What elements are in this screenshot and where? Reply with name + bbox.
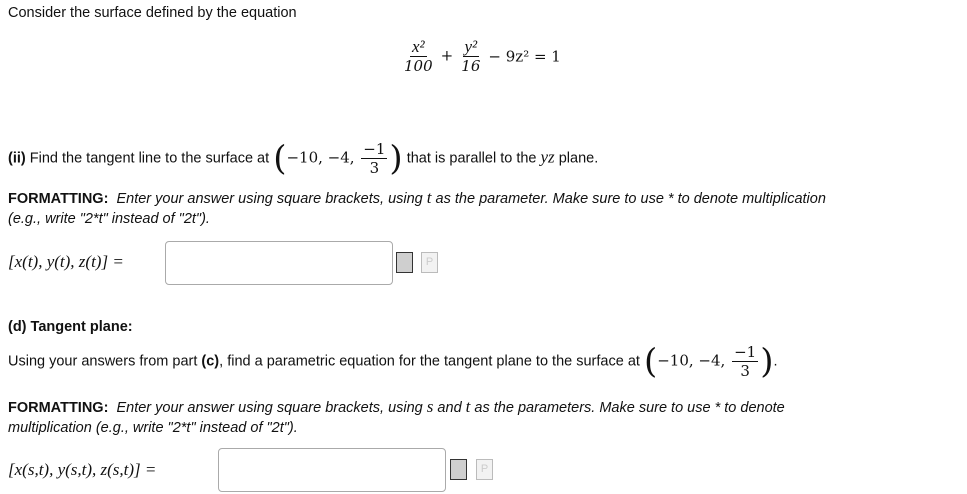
fmt-text-b: as the parameter. Make sure to use * to denote multiplication [431, 191, 826, 207]
formatting-label-2: FORMATTING: [8, 400, 109, 416]
part-d-heading: (d) Tangent plane: [8, 319, 133, 335]
point-coords: −10, −4, [286, 148, 360, 167]
formatting-label: FORMATTING: [8, 191, 109, 207]
tangent-line-input[interactable] [165, 241, 393, 285]
fmt2-var2: t [465, 397, 471, 416]
part-ii-text3: plane. [554, 150, 599, 167]
answer2-label: [x(s,t), y(s,t), z(s,t)] = [8, 460, 157, 479]
formatting-note-2 [8, 397, 785, 417]
eq-plus: + [440, 46, 454, 65]
formatting-note-1 [8, 188, 826, 208]
eq-den-1: 100 [404, 57, 433, 75]
fmt2-text-b: as the parameters. Make sure to use * to denote [470, 400, 785, 416]
part-ii-text: Find the tangent line to the surface at [25, 150, 274, 167]
eq-rest: − 9z² = 1 [488, 47, 561, 66]
part-ii-prompt: (ii) Find the tangent line to the surface at (−10, −4, $\frac{-1}{3}$ ) that is parallel to the yz plane. [8, 138, 599, 179]
eq-num-1: x² [411, 37, 425, 56]
period: . [773, 353, 778, 370]
fmt-var: t [426, 188, 432, 207]
part-ii-label: (ii) [8, 150, 26, 167]
fmt2-var1: s [426, 397, 434, 416]
point-z-den: 3 [369, 159, 380, 177]
part-d-text: Using your answers from part [8, 353, 202, 370]
part-ii-text2: that is parallel to the [402, 150, 541, 167]
p-icon-2[interactable]: P [476, 459, 493, 480]
fmt2-and: and [433, 400, 466, 416]
point-z-num: −1 [363, 140, 386, 158]
fmt-example: (e.g., write "2*t" instead of "2t"). [8, 211, 210, 227]
part-d-text2: , find a parametric equation for the tangent plane to the surface at [219, 353, 644, 370]
point-z-den-d: 3 [740, 362, 750, 380]
eq-num-2: y² [464, 37, 478, 56]
fmt2-text: Enter your answer using square brackets, using [116, 400, 427, 416]
p-icon[interactable]: P [421, 252, 438, 273]
answer1-label: [x(t), y(t), z(t)] = [8, 252, 124, 271]
part-ref: (c) [201, 353, 220, 370]
part-d-prompt: Using your answers from part (c), find a parametric equation for the tangent plane to the surface at (−10, −4, $\frac{-1}{3}$ ). [8, 341, 778, 382]
plane-name: yz [540, 147, 555, 167]
point-coords-d: −10, −4, [657, 351, 731, 370]
point-z-num-d: −1 [734, 343, 757, 361]
tangent-plane-input[interactable] [218, 448, 446, 492]
preview-icon-2[interactable] [450, 459, 467, 480]
fmt2-example: multiplication (e.g., write "2*t" instead of "2t"). [8, 420, 298, 436]
fmt-text: Enter your answer using square brackets, using [116, 191, 427, 207]
intro-text: Consider the surface defined by the equation [8, 5, 297, 21]
preview-icon[interactable] [396, 252, 413, 273]
surface-equation [400, 38, 561, 75]
eq-den-2: 16 [461, 57, 481, 75]
